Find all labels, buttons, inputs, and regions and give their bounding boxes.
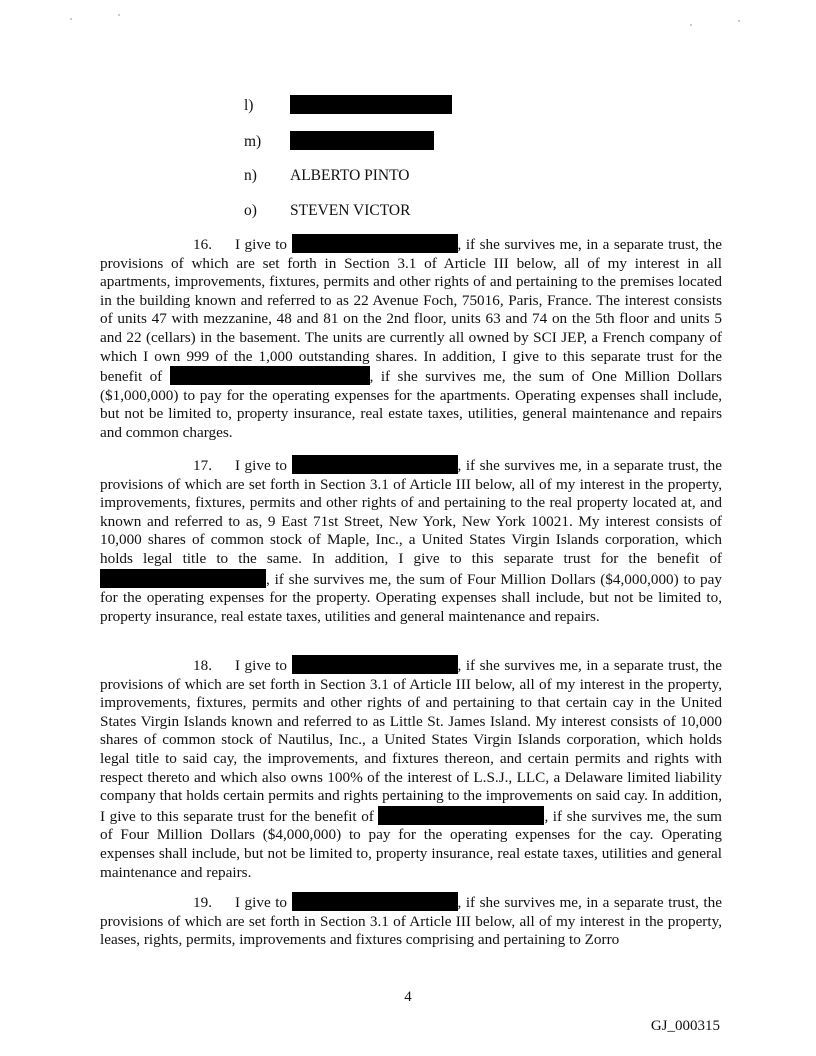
paragraph-number: 19.: [193, 894, 212, 911]
bates-number: GJ_000315: [650, 1018, 720, 1034]
redaction-block: [170, 366, 370, 385]
page-number: 4: [404, 989, 412, 1005]
list-item: [244, 166, 410, 186]
redaction-block: [290, 131, 434, 150]
paragraph-16: [100, 234, 722, 443]
redaction-block: [292, 655, 458, 674]
list-item-label: m): [244, 133, 262, 150]
redaction-block: [100, 569, 266, 588]
paragraph-text: , if she survives me, in a separate trust, the provisions of which are set forth in Section 3.1 of Article III below, all of my interest in the property, improvements, fixtures, permits and other rights of and pertaining to the real property located at, and known and referred to as, 9 East 71st Street, New York, New York 10021. My interest consists of 10,000 shares of common stock of Maple, Inc., a United States Virgin Islands corporation, which holds legal title to the same. In addition, I give to this separate trust for the benefit of: [100, 457, 722, 567]
paragraph-text: , if she survives me, in a separate trust, the provisions of which are set forth in Section 3.1 of Article III below, all of my interest in the property, leases, rights, permits, improvements and fixtures comprising and pertaining to Zorro: [100, 894, 722, 949]
paragraph-text: I give to: [235, 657, 292, 674]
list-item: [244, 201, 410, 221]
redaction-block: [292, 455, 458, 474]
paragraph-text: I give to: [235, 894, 292, 911]
list-item: [244, 131, 434, 152]
scan-speck: [70, 18, 72, 20]
scan-speck: [118, 14, 120, 16]
list-item: [244, 95, 452, 116]
paragraph-text: , if she survives me, the sum of One Million Dollars ($1,000,000) to pay for the operating expenses for the apartments. Operating expenses shall include, but not be limited to, property insurance, real estate taxes, utilities, general maintenance and repairs and common charges.: [100, 368, 722, 441]
paragraph-text: , if she survives me, in a separate trust, the provisions of which are set forth in Section 3.1 of Article III below, all of my interest in the property, improvements, fixtures, permits and other rights of and pertaining to that certain cay in the United States Virgin Islands known and referred to as Little St. James Island. My interest consists of 10,000 shares of common stock of Nautilus, Inc., a United States Virgin Islands corporation, which holds legal title to said cay, the improvements, and fixtures thereon, and certain permits and rights with respect thereto and which also owns 100% of the interest of L.S.J., LLC, a Delaware limited liability company that holds certain permits and rights pertaining to the improvements on said cay. In addition, I give to this separate trust for the benefit of: [100, 657, 722, 825]
scan-speck: [738, 20, 740, 22]
paragraph-text: I give to: [235, 236, 292, 253]
paragraph-number: 18.: [193, 657, 212, 674]
paragraph-18: [100, 655, 722, 882]
redaction-block: [378, 806, 544, 825]
list-item-label: o): [244, 202, 257, 219]
paragraph-number: 16.: [193, 236, 212, 253]
list-item-text: STEVEN VICTOR: [290, 202, 411, 219]
paragraph-19: [100, 892, 722, 950]
paragraph-17: [100, 455, 722, 626]
redaction-block: [292, 892, 458, 911]
scan-speck: [690, 24, 692, 26]
list-item-label: l): [244, 97, 254, 114]
redaction-block: [292, 234, 458, 253]
list-item-text: ALBERTO PINTO: [290, 167, 410, 184]
redaction-block: [290, 95, 452, 114]
list-item-label: n): [244, 167, 257, 184]
paragraph-text: , if she survives me, the sum of Four Million Dollars ($4,000,000) to pay for the operating expenses for the cay. Operating expenses shall include, but not be limited to, property insurance, real estate taxes, utilities and general maintenance and repairs.: [100, 807, 722, 881]
paragraph-text: I give to: [235, 457, 292, 474]
paragraph-number: 17.: [193, 457, 212, 474]
paragraph-text: , if she survives me, in a separate trust, the provisions of which are set forth in Section 3.1 of Article III below, all of my interest in all apartments, improvements, fixtures, permits and other rights of and pertaining to the premises located in the building known and referred to as 22 Avenue Foch, 75016, Paris, France. The interest consists of units 47 with mezzanine, 48 and 81 on the 2nd floor, units 63 and 74 on the 5th floor and units 5 and 22 (cellars) in the basement. The units are currently all owned by SCI JEP, a French company of which I own 999 of the 1,000 outstanding shares. In addition, I give to this separate trust for the benefit of: [100, 236, 722, 386]
paragraph-text: , if she survives me, the sum of Four Million Dollars ($4,000,000) to pay for the operating expenses for the property. Operating expenses shall include, but not be limited to, property insurance, real estate taxes, utilities and general maintenance and repairs.: [100, 570, 722, 625]
